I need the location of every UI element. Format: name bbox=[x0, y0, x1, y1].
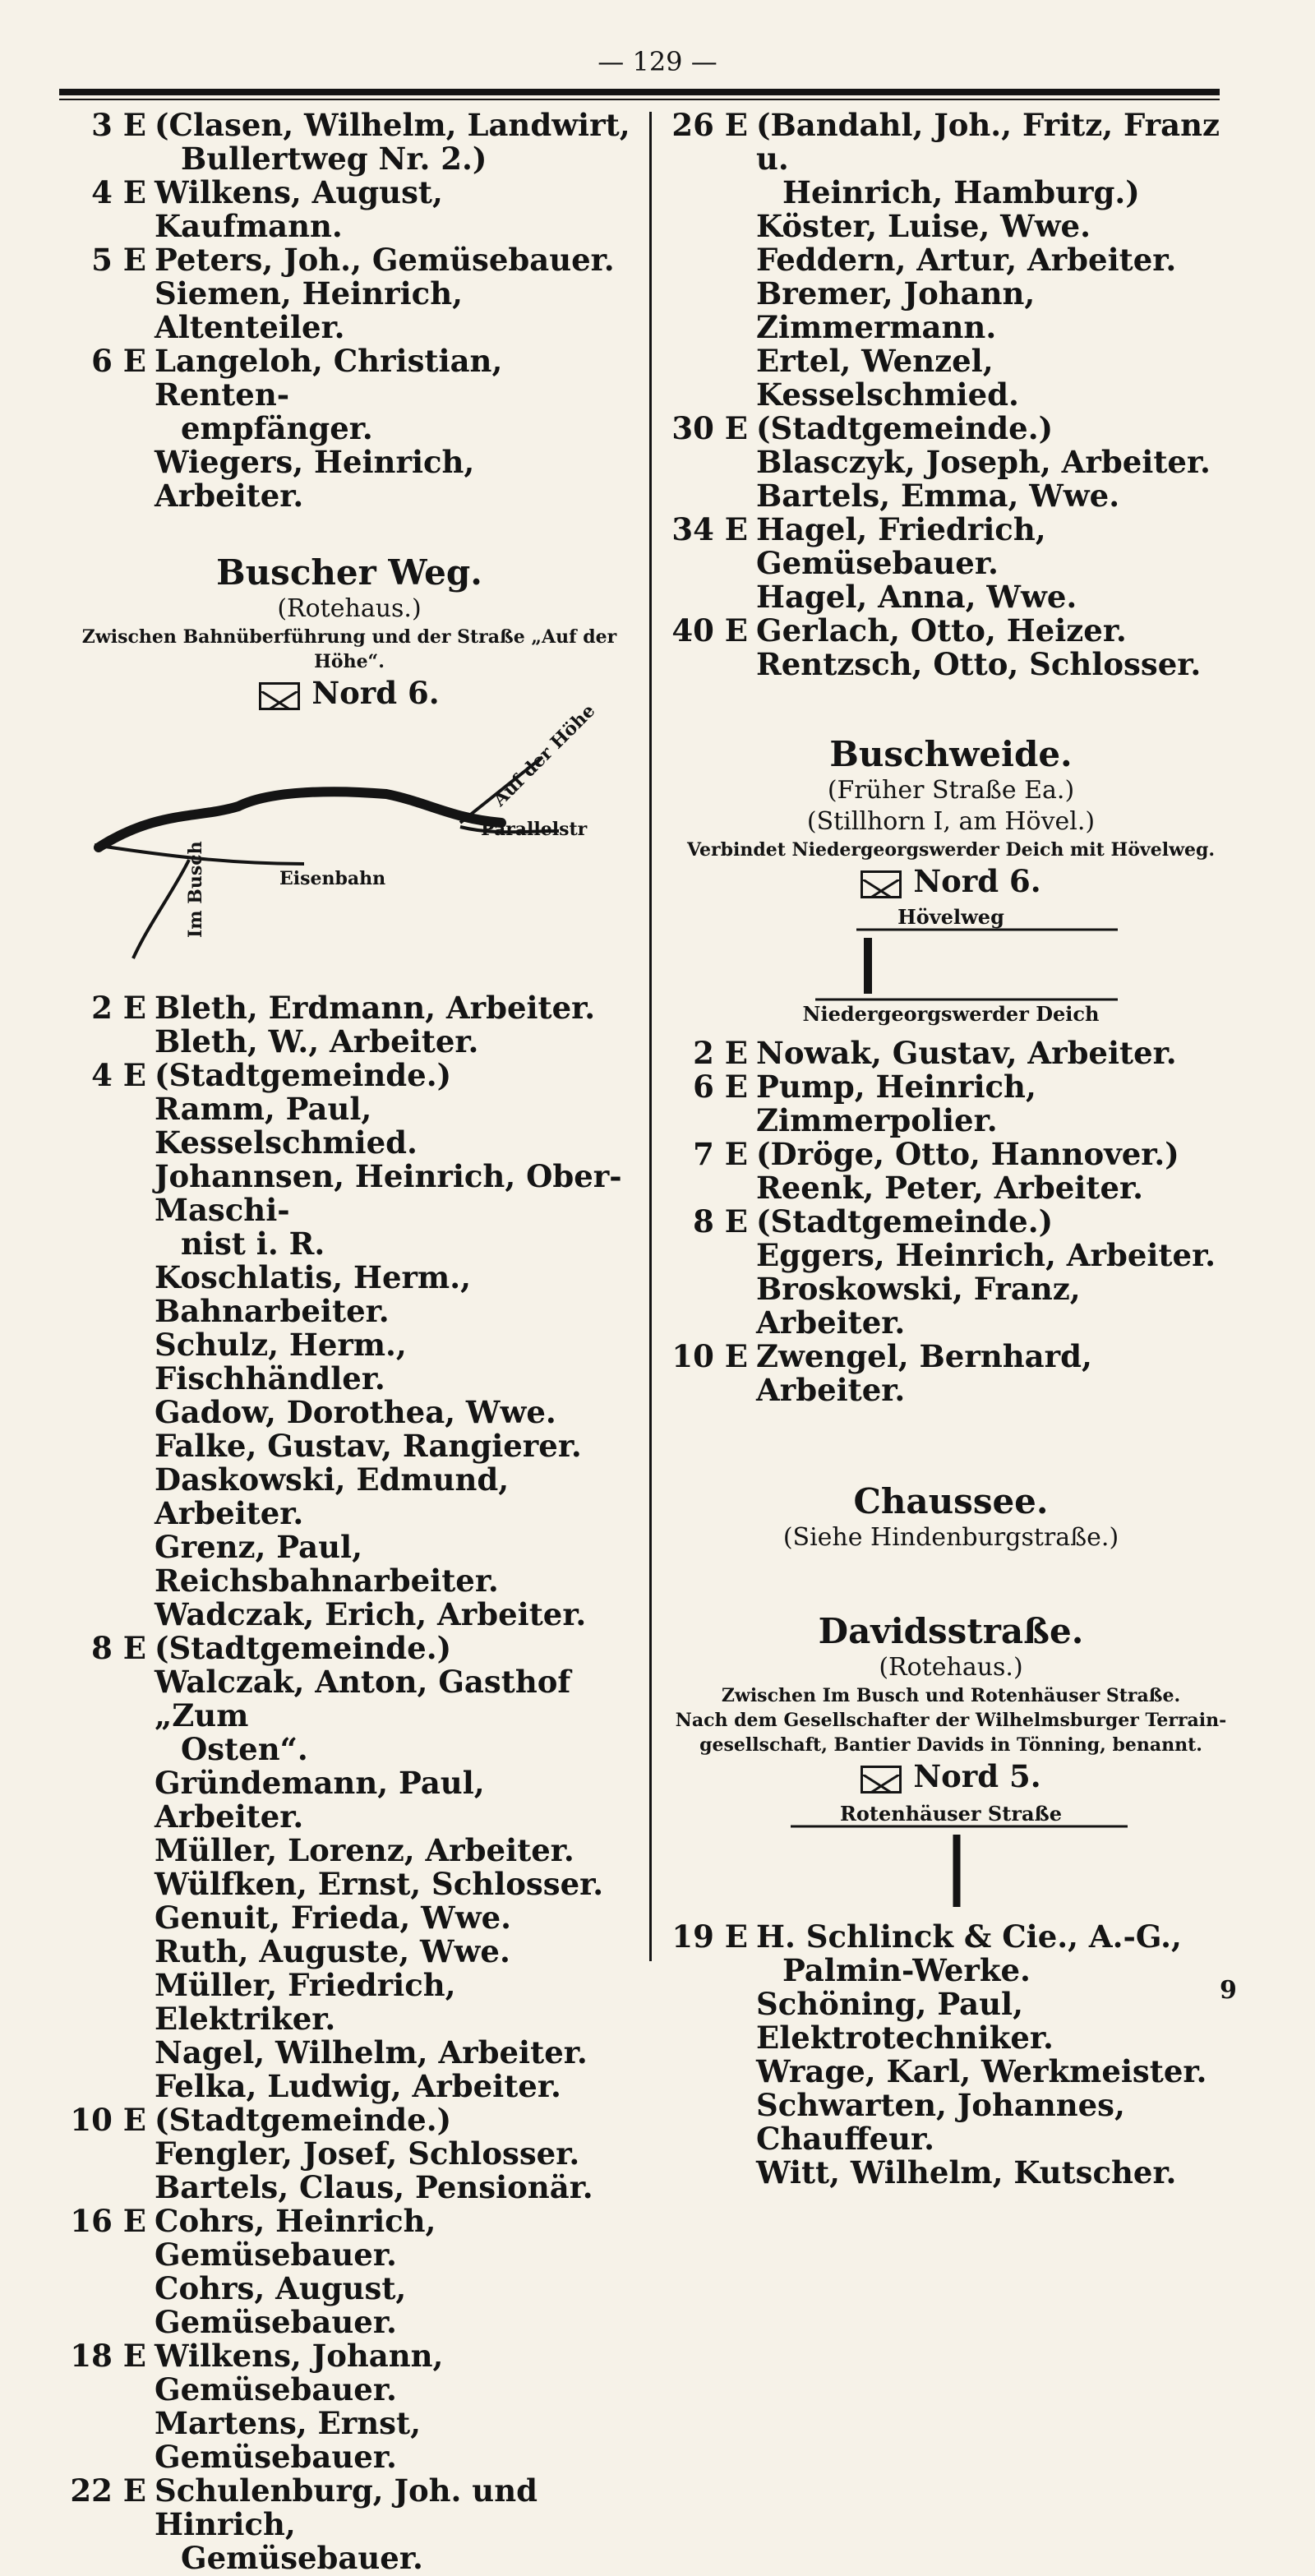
resident-text: Blasczyk, Joseph, Arbeiter. bbox=[756, 444, 1211, 480]
entry-list-top bbox=[66, 108, 633, 513]
section-subtitle: (Siehe Hindenburgstraße.) bbox=[782, 1523, 1119, 1552]
resident-text-continuation: Heinrich, Hamburg.) bbox=[782, 174, 1140, 210]
list-item bbox=[66, 1059, 633, 1092]
entry-list-buschweide bbox=[667, 1036, 1234, 1407]
map-label-eisenbahn: Eisenbahn bbox=[279, 868, 386, 889]
resident-text: Gadow, Dorothea, Wwe. bbox=[155, 1394, 556, 1430]
resident-text: Eggers, Heinrich, Arbeiter. bbox=[756, 1237, 1216, 1273]
list-item bbox=[667, 277, 1234, 344]
resident-text: Rentzsch, Otto, Schlosser. bbox=[756, 646, 1202, 682]
resident-text: Walczak, Anton, Gasthof „Zum bbox=[155, 1664, 571, 1733]
list-item bbox=[66, 2339, 633, 2407]
postal-district bbox=[667, 862, 1234, 900]
house-number: 19 E bbox=[671, 1918, 748, 1955]
house-number: 3 E bbox=[91, 107, 146, 143]
section-subtitle: (Rotehaus.) bbox=[879, 1653, 1023, 1682]
house-number: 2 E bbox=[91, 990, 146, 1026]
house-number: 16 E bbox=[70, 2203, 146, 2239]
list-item bbox=[667, 412, 1234, 445]
resident-text: (Stadtgemeinde.) bbox=[155, 1630, 452, 1666]
resident-text: Wülfken, Ernst, Schlosser. bbox=[155, 1866, 604, 1902]
resident-text: Hagel, Anna, Wwe. bbox=[756, 579, 1077, 615]
map-street-im-busch bbox=[133, 860, 189, 958]
list-item bbox=[667, 479, 1234, 513]
resident-text: Gründemann, Paul, Arbeiter. bbox=[155, 1765, 485, 1835]
list-item bbox=[667, 1036, 1234, 1070]
resident-text: Wilkens, August, Kaufmann. bbox=[155, 174, 443, 244]
resident-text-continuation: empfänger. bbox=[181, 410, 373, 446]
diagram-label-bottom: Niedergeorgswerder Deich bbox=[802, 1002, 1100, 1026]
list-item bbox=[667, 1171, 1234, 1205]
list-item bbox=[66, 2204, 633, 2272]
resident-text: H. Schlinck & Cie., A.-G., bbox=[756, 1918, 1182, 1955]
list-item bbox=[66, 277, 633, 344]
resident-text: Bleth, W., Arbeiter. bbox=[155, 1023, 479, 1059]
resident-text: Witt, Wilhelm, Kutscher. bbox=[756, 2154, 1177, 2191]
right-column bbox=[667, 108, 1234, 2190]
list-item bbox=[667, 1340, 1234, 1407]
entry-list-davidsstrasse bbox=[667, 1920, 1234, 2190]
resident-text-continuation: Osten“. bbox=[181, 1731, 308, 1767]
house-number: 10 E bbox=[671, 1338, 748, 1374]
postal-district bbox=[667, 1757, 1234, 1795]
list-item bbox=[66, 1092, 633, 1160]
list-item bbox=[66, 2407, 633, 2474]
resident-text: (Stadtgemeinde.) bbox=[756, 410, 1054, 446]
house-number: 5 E bbox=[91, 242, 146, 278]
house-number: 8 E bbox=[91, 1630, 146, 1666]
section-title: Buscher Weg. bbox=[216, 552, 482, 593]
house-number: 22 E bbox=[70, 2472, 146, 2509]
section-subtitle: (Rotehaus.) bbox=[277, 594, 422, 623]
list-item bbox=[66, 2474, 633, 2575]
resident-text: Feddern, Artur, Arbeiter. bbox=[756, 242, 1177, 278]
resident-text: Wiegers, Heinrich, Arbeiter. bbox=[155, 444, 475, 514]
list-item bbox=[66, 1766, 633, 1834]
resident-text: Ertel, Wenzel, Kesselschmied. bbox=[756, 343, 1019, 413]
list-item bbox=[66, 991, 633, 1025]
section-subtitle: (Früher Straße Ea.) bbox=[827, 776, 1075, 805]
section-description: gesellschaft, Bantier Davids in Tönning, benannt. bbox=[699, 1734, 1202, 1756]
list-item bbox=[667, 1272, 1234, 1340]
resident-text: (Stadtgemeinde.) bbox=[155, 1057, 452, 1093]
house-number: 4 E bbox=[91, 1057, 146, 1093]
header-rule-thin bbox=[59, 99, 1220, 100]
diagram-label-top: Hövelweg bbox=[897, 905, 1004, 929]
resident-text: (Bandahl, Joh., Fritz, Franz u. bbox=[756, 107, 1220, 177]
list-item bbox=[667, 2156, 1234, 2190]
list-item bbox=[66, 1396, 633, 1429]
resident-text: Schulz, Herm., Fischhändler. bbox=[155, 1327, 407, 1396]
list-item bbox=[667, 2089, 1234, 2156]
resident-text: Wrage, Karl, Werkmeister. bbox=[756, 2053, 1207, 2089]
house-number: 6 E bbox=[693, 1069, 748, 1105]
resident-text: Reenk, Peter, Arbeiter. bbox=[756, 1170, 1143, 1206]
page-number: — 129 — bbox=[598, 46, 717, 77]
list-item bbox=[66, 445, 633, 513]
list-item bbox=[66, 1598, 633, 1632]
map-label-im-busch: Im Busch bbox=[185, 841, 206, 938]
list-item bbox=[667, 445, 1234, 479]
resident-text: Cohrs, Heinrich, Gemüsebauer. bbox=[155, 2203, 436, 2273]
house-number: 7 E bbox=[693, 1136, 748, 1172]
envelope-icon bbox=[861, 1766, 902, 1794]
list-item bbox=[66, 1530, 633, 1598]
postal-district bbox=[66, 674, 633, 712]
list-item bbox=[667, 1987, 1234, 2055]
resident-text: Siemen, Heinrich, Altenteiler. bbox=[155, 275, 463, 345]
resident-text: Wadczak, Erich, Arbeiter. bbox=[155, 1596, 587, 1632]
resident-text-continuation: Gemüsebauer. bbox=[181, 2540, 423, 2576]
postal-district-label: Nord 5. bbox=[913, 1758, 1041, 1794]
resident-text: Köster, Luise, Wwe. bbox=[756, 208, 1091, 244]
list-item bbox=[66, 176, 633, 243]
list-item bbox=[66, 2137, 633, 2171]
header-rule bbox=[59, 89, 1220, 95]
section-description: Nach dem Gesellschafter der Wilhelmsburger Terrain- bbox=[675, 1710, 1227, 1731]
list-item bbox=[667, 1920, 1234, 1987]
list-item bbox=[66, 1834, 633, 1867]
list-item bbox=[667, 344, 1234, 412]
list-item bbox=[66, 1665, 633, 1766]
house-number: 4 E bbox=[91, 174, 146, 210]
resident-text: Ruth, Auguste, Wwe. bbox=[155, 1933, 510, 1969]
list-item bbox=[66, 243, 633, 277]
resident-text: Bremer, Johann, Zimmermann. bbox=[756, 275, 1036, 345]
resident-text: Gerlach, Otto, Heizer. bbox=[756, 612, 1127, 649]
resident-text: Zwengel, Bernhard, Arbeiter. bbox=[756, 1338, 1092, 1408]
left-column bbox=[66, 108, 633, 2575]
resident-text: Bartels, Emma, Wwe. bbox=[756, 478, 1120, 514]
house-number: 26 E bbox=[671, 107, 748, 143]
list-item bbox=[667, 1138, 1234, 1171]
resident-text: Müller, Friedrich, Elektriker. bbox=[155, 1967, 456, 2037]
map-label-auf-der-hoehe: Auf der Höhe bbox=[488, 699, 600, 811]
resident-text: Genuit, Frieda, Wwe. bbox=[155, 1900, 511, 1936]
map-street-buscher-weg bbox=[99, 792, 501, 847]
list-item bbox=[667, 210, 1234, 243]
resident-text: Schöning, Paul, Elektrotechniker. bbox=[756, 1986, 1054, 2056]
resident-text: Peters, Joh., Gemüsebauer. bbox=[155, 242, 615, 278]
section-description: Verbindet Niedergeorgswerder Deich mit Hövelweg. bbox=[686, 839, 1216, 861]
column-divider bbox=[649, 112, 652, 1961]
postal-district-label: Nord 6. bbox=[913, 863, 1041, 899]
resident-text: Nagel, Wilhelm, Arbeiter. bbox=[155, 2034, 588, 2070]
resident-text: Johannsen, Heinrich, Ober-Maschi- bbox=[155, 1158, 622, 1228]
street-diagram-davidsstrasse bbox=[667, 1798, 1234, 1914]
list-item bbox=[66, 2171, 633, 2204]
resident-text: (Clasen, Wilhelm, Landwirt, bbox=[155, 107, 630, 143]
resident-text: Schulenburg, Joh. und Hinrich, bbox=[155, 2472, 538, 2542]
house-number: 10 E bbox=[70, 2102, 146, 2138]
list-item bbox=[66, 108, 633, 176]
resident-text: Ramm, Paul, Kesselschmied. bbox=[155, 1091, 418, 1161]
entry-list-top bbox=[667, 108, 1234, 681]
house-number: 40 E bbox=[671, 612, 748, 649]
list-item bbox=[66, 1261, 633, 1328]
resident-text: Schwarten, Johannes, Chauffeur. bbox=[756, 2087, 1125, 2157]
list-item bbox=[66, 1935, 633, 1969]
list-item bbox=[667, 580, 1234, 614]
resident-text: Grenz, Paul, Reichsbahnarbeiter. bbox=[155, 1529, 499, 1599]
list-item bbox=[66, 1328, 633, 1396]
resident-text: (Stadtgemeinde.) bbox=[756, 1203, 1054, 1240]
list-item bbox=[66, 1901, 633, 1935]
list-item bbox=[66, 344, 633, 445]
house-number: 8 E bbox=[693, 1203, 748, 1240]
house-number: 2 E bbox=[693, 1035, 748, 1071]
postal-district-label: Nord 6. bbox=[311, 675, 440, 711]
list-item bbox=[66, 1429, 633, 1463]
list-item bbox=[667, 1239, 1234, 1272]
section-description: Zwischen Im Busch und Rotenhäuser Straße. bbox=[721, 1685, 1181, 1706]
list-item bbox=[66, 1463, 633, 1530]
list-item bbox=[667, 243, 1234, 277]
list-item bbox=[66, 1632, 633, 1665]
list-item bbox=[667, 648, 1234, 681]
house-number: 6 E bbox=[91, 343, 146, 379]
list-item bbox=[66, 2070, 633, 2103]
list-item bbox=[667, 513, 1234, 580]
resident-text: Koschlatis, Herm., Bahnarbeiter. bbox=[155, 1259, 471, 1329]
section-title-chaussee: Chaussee. bbox=[853, 1481, 1049, 1521]
resident-text: (Stadtgemeinde.) bbox=[155, 2102, 452, 2138]
house-number: 30 E bbox=[671, 410, 748, 446]
section-subtitle: (Stillhorn I, am Hövel.) bbox=[806, 807, 1096, 836]
resident-text: Müller, Lorenz, Arbeiter. bbox=[155, 1832, 574, 1868]
signature-mark: 9 bbox=[1220, 1976, 1237, 2005]
map-label-parallelstr: Parallelstr bbox=[481, 819, 588, 840]
resident-text: Felka, Ludwig, Arbeiter. bbox=[155, 2068, 561, 2104]
resident-text: Nowak, Gustav, Arbeiter. bbox=[756, 1035, 1177, 1071]
list-item bbox=[667, 1070, 1234, 1138]
entry-list bbox=[66, 991, 633, 2575]
resident-text: Bleth, Erdmann, Arbeiter. bbox=[155, 990, 596, 1026]
resident-text: Fengler, Josef, Schlosser. bbox=[155, 2135, 580, 2172]
list-item bbox=[667, 2055, 1234, 2089]
resident-text: Hagel, Friedrich, Gemüsebauer. bbox=[756, 511, 1046, 581]
resident-text: (Dröge, Otto, Hannover.) bbox=[756, 1136, 1179, 1172]
list-item bbox=[66, 1867, 633, 1901]
street-map bbox=[66, 699, 633, 991]
list-item bbox=[66, 1969, 633, 2036]
resident-text: Falke, Gustav, Rangierer. bbox=[155, 1428, 582, 1464]
street-diagram-buschweide bbox=[667, 905, 1234, 1028]
list-item bbox=[667, 108, 1234, 210]
resident-text: Daskowski, Edmund, Arbeiter. bbox=[155, 1461, 510, 1531]
list-item bbox=[66, 1025, 633, 1059]
list-item bbox=[66, 2103, 633, 2137]
resident-text: Pump, Heinrich, Zimmerpolier. bbox=[756, 1069, 1036, 1138]
list-item bbox=[66, 2272, 633, 2339]
resident-text-continuation: nist i. R. bbox=[181, 1226, 325, 1262]
resident-text: Martens, Ernst, Gemüsebauer. bbox=[155, 2405, 421, 2475]
list-item bbox=[667, 614, 1234, 648]
resident-text: Wilkens, Johann, Gemüsebauer. bbox=[155, 2338, 444, 2407]
list-item bbox=[66, 1160, 633, 1261]
envelope-icon bbox=[861, 870, 902, 898]
resident-text: Broskowski, Franz, Arbeiter. bbox=[756, 1271, 1081, 1341]
section-title-buschweide: Buschweide. bbox=[829, 734, 1073, 774]
house-number: 34 E bbox=[671, 511, 748, 547]
envelope-icon bbox=[259, 682, 300, 710]
list-item bbox=[667, 1205, 1234, 1239]
resident-text-continuation: Bullertweg Nr. 2.) bbox=[181, 141, 487, 177]
resident-text: Langeloh, Christian, Renten- bbox=[155, 343, 503, 413]
resident-text-continuation: Palmin-Werke. bbox=[782, 1952, 1031, 1988]
section-description: Zwischen Bahnüberführung und der Straße „Auf der Höhe“. bbox=[81, 626, 617, 672]
section-title-davidsstrasse: Davidsstraße. bbox=[818, 1611, 1084, 1651]
house-number: 18 E bbox=[70, 2338, 146, 2374]
resident-text: Cohrs, August, Gemüsebauer. bbox=[155, 2270, 407, 2340]
diagram-label-top: Rotenhäuser Straße bbox=[839, 1802, 1063, 1826]
resident-text: Bartels, Claus, Pensionär. bbox=[155, 2169, 593, 2205]
list-item bbox=[66, 2036, 633, 2070]
